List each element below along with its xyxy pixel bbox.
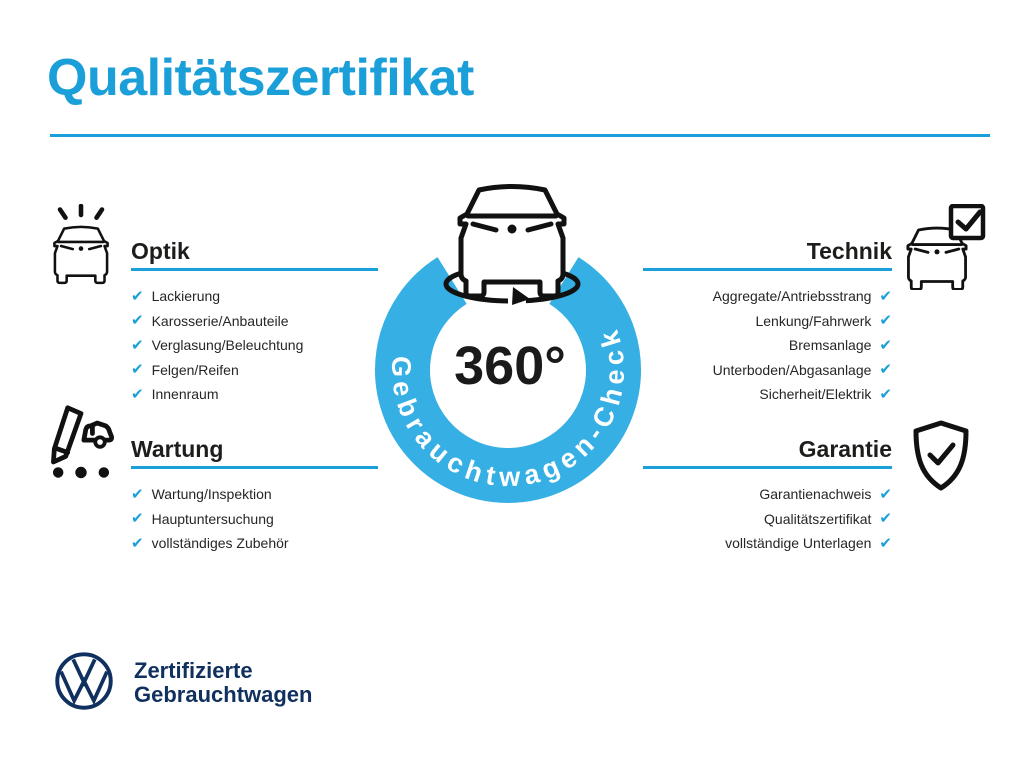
section-items bbox=[131, 482, 378, 556]
check-item bbox=[131, 482, 378, 507]
check-icon: ✔ bbox=[879, 509, 892, 528]
check-icon: ✔ bbox=[879, 335, 892, 354]
check-icon: ✔ bbox=[879, 484, 892, 503]
brand-line-2: Gebrauchtwagen bbox=[134, 682, 313, 707]
check-item bbox=[131, 309, 378, 334]
brand-line-1: Zertifizierte bbox=[134, 658, 253, 683]
check-icon: ✔ bbox=[879, 311, 892, 330]
badge-360-check bbox=[360, 172, 660, 512]
check-item bbox=[131, 358, 378, 383]
degrees-text: 360° bbox=[454, 336, 566, 396]
check-item bbox=[131, 333, 378, 358]
check-item bbox=[643, 482, 892, 507]
vw-logo-icon bbox=[54, 651, 114, 711]
check-item bbox=[643, 284, 892, 309]
check-item-label: Qualitätszertifikat bbox=[764, 510, 872, 527]
check-item-label: vollständige Unterlagen bbox=[725, 535, 872, 552]
section-technik bbox=[643, 237, 892, 407]
service-pencil-car-icon bbox=[42, 404, 120, 482]
section-rule bbox=[643, 268, 892, 271]
check-icon: ✔ bbox=[131, 484, 144, 503]
check-item-label: vollständiges Zubehör bbox=[151, 535, 289, 552]
check-item-label: Lackierung bbox=[151, 288, 221, 305]
check-item-label: Garantienachweis bbox=[759, 486, 872, 503]
section-items bbox=[131, 284, 378, 407]
section-title: Technik bbox=[806, 238, 892, 264]
check-item-label: Hauptuntersuchung bbox=[151, 510, 274, 527]
check-item bbox=[131, 531, 378, 556]
check-icon: ✔ bbox=[131, 286, 144, 305]
ring-label: Gebrauchtwagen-Check bbox=[385, 327, 631, 493]
check-item bbox=[131, 507, 378, 532]
section-title: Garantie bbox=[798, 436, 892, 462]
car-360-rotation-icon bbox=[460, 187, 564, 297]
check-icon: ✔ bbox=[131, 509, 144, 528]
check-item-label: Sicherheit/Elektrik bbox=[759, 386, 872, 403]
check-icon: ✔ bbox=[131, 311, 144, 330]
check-item bbox=[643, 333, 892, 358]
section-garantie bbox=[643, 435, 892, 556]
car-shine-icon bbox=[44, 204, 118, 288]
check-item bbox=[131, 284, 378, 309]
section-wartung bbox=[131, 435, 378, 556]
check-icon: ✔ bbox=[879, 286, 892, 305]
check-icon: ✔ bbox=[131, 533, 144, 552]
check-icon: ✔ bbox=[131, 384, 144, 403]
check-item bbox=[643, 309, 892, 334]
check-item bbox=[643, 358, 892, 383]
check-item-label: Aggregate/Antriebsstrang bbox=[712, 288, 872, 305]
section-rule bbox=[131, 268, 378, 271]
check-item-label: Karosserie/Anbauteile bbox=[151, 312, 289, 329]
section-title: Optik bbox=[131, 238, 190, 264]
check-icon: ✔ bbox=[879, 384, 892, 403]
section-rule bbox=[643, 466, 892, 469]
brand-text bbox=[134, 659, 312, 707]
check-item-label: Unterboden/Abgasanlage bbox=[712, 361, 872, 378]
check-icon: ✔ bbox=[131, 360, 144, 379]
check-item-label: Innenraum bbox=[151, 386, 219, 403]
check-icon: ✔ bbox=[879, 533, 892, 552]
check-item-label: Lenkung/Fahrwerk bbox=[755, 312, 872, 329]
check-item-label: Felgen/Reifen bbox=[151, 361, 239, 378]
check-item bbox=[643, 382, 892, 407]
check-icon: ✔ bbox=[879, 360, 892, 379]
section-items bbox=[643, 482, 892, 556]
check-item bbox=[643, 507, 892, 532]
car-checklist-icon bbox=[901, 204, 987, 290]
title-divider bbox=[50, 134, 990, 137]
check-item bbox=[643, 531, 892, 556]
section-rule bbox=[131, 466, 378, 469]
section-title: Wartung bbox=[131, 436, 224, 462]
check-item-label: Bremsanlage bbox=[788, 337, 872, 354]
shield-check-icon bbox=[909, 420, 973, 492]
check-icon: ✔ bbox=[131, 335, 144, 354]
section-optik bbox=[131, 237, 378, 407]
check-item-label: Verglasung/Beleuchtung bbox=[151, 337, 304, 354]
section-items bbox=[643, 284, 892, 407]
page-title: Qualitätszertifikat bbox=[47, 49, 474, 107]
check-item bbox=[131, 382, 378, 407]
check-item-label: Wartung/Inspektion bbox=[151, 486, 272, 503]
